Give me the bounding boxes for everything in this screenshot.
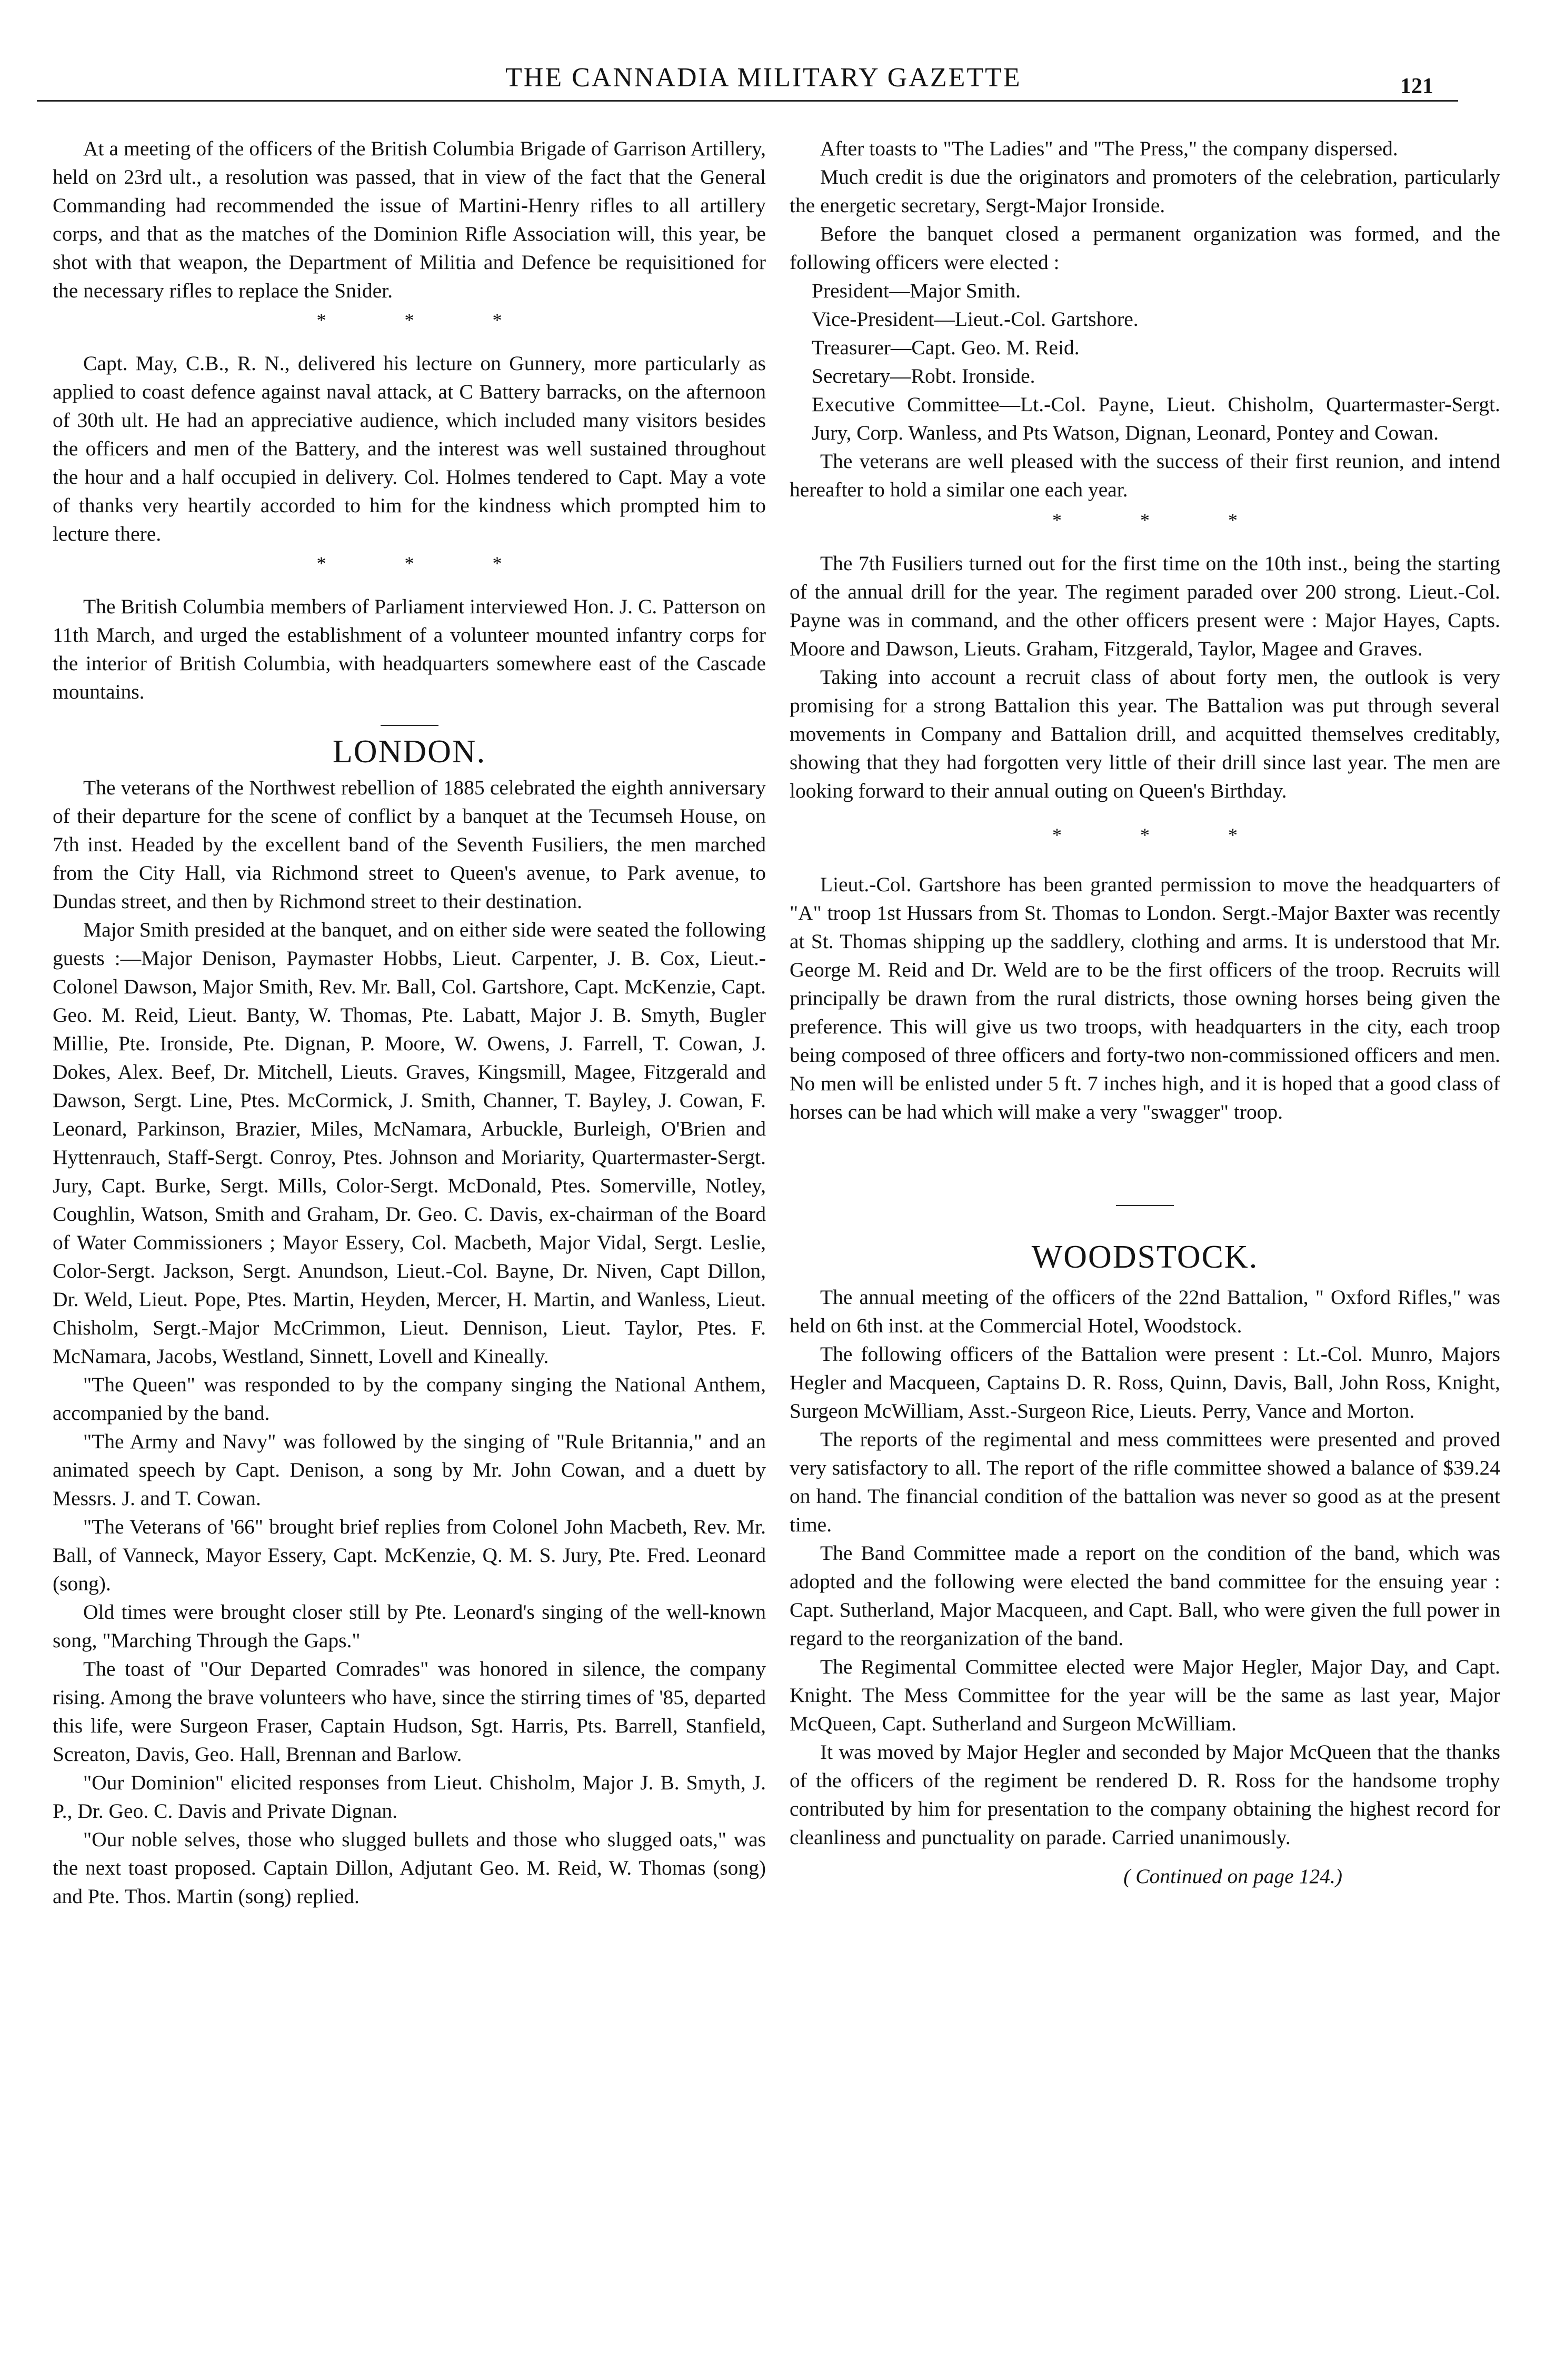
article-paragraph: The veterans of the Northwest rebellion of 1885 celebrated the eighth anniversary of their departure for the scene of conflict by a banquet at the Tecumseh House, on 7th inst. Headed by the excellent band of the Seventh Fusiliers, the men marched from the City Hall, via Richmond street to Queen's avenue, to Park avenue, to Dundas street, and then by Richmond street to their destination. [53, 776, 766, 913]
officer-list-item: Secretary—Robt. Ironside. [812, 364, 1035, 387]
right-column [790, 134, 1500, 1890]
section-heading-london: LONDON. [332, 734, 486, 770]
article-paragraph: The annual meeting of the officers of the 22nd Battalion, " Oxford Rifles," was held on 6th inst. at the Commercial Hotel, Woodstock. [790, 1286, 1500, 1337]
article-paragraph: "Our noble selves, those who slugged bullets and those who slugged oats," was the next toast proposed. Captain Dillon, Adjutant Geo. M. Reid, W. Thomas (song) and Pte. Thos. Martin (song) replied. [53, 1828, 766, 1908]
section-separator: * * * [316, 310, 539, 331]
continued-note: ( Continued on page 124.) [1123, 1865, 1342, 1888]
page-number: 121 [1400, 74, 1433, 98]
section-separator: * * * [1052, 824, 1274, 845]
article-paragraph: Before the banquet closed a permanent organization was formed, and the following officers were elected : [790, 222, 1500, 274]
article-paragraph: The Regimental Committee elected were Major Hegler, Major Day, and Capt. Knight. The Mess Committee for the year will be the same as last year, Major McQueen, Capt. Sutherland and Surgeon McWilliam. [790, 1655, 1500, 1735]
article-paragraph: It was moved by Major Hegler and seconded by Major McQueen that the thanks of the officers of the regiment be rendered D. R. Ross for the handsome trophy contributed by him for presentation to the company obtaining the highest record for cleanliness and punctuality on parade. Carried unanimously. [790, 1740, 1500, 1849]
article-paragraph: The following officers of the Battalion were present : Lt.-Col. Munro, Majors Hegler and Macqueen, Captains D. R. Ross, Quinn, Davis, Ball, John Ross, Knight, Surgeon McWilliam, Asst.-Surgeon Rice, Lieuts. Perry, Vance and Morton. [790, 1342, 1500, 1422]
article-paragraph: Major Smith presided at the banquet, and on either side were seated the following guests :—Major Denison, Paymaster Hobbs, Lieut. Carpenter, J. B. Cox, Lieut.-Colonel Dawson, Major Smith, Rev. Mr. Ball, Col. Gartshore, Capt. McKenzie, Capt. Geo. M. Reid, Lieut. Banty, W. Thomas, Pte. Labatt, Major J. B. Smyth, Bugler Millie, Pte. Ironside, Pte. Dignan, P. Moore, W. Owens, J. Farrell, T. Cowan, J. Dokes, Alex. Beef, Dr. Mitchell, Lieuts. Graves, Kingsmill, Magee, Fitzgerald and Dawson, Sergt. Line, Ptes. McCormick, J. Smith, Channer, T. Bayley, J. Cowan, F. Leonard, Parkinson, Brazier, Miles, McNamara, Arbuckle, Burleigh, O'Brien and Hyttenrauch, Staff-Sergt. Conroy, Ptes. Johnson and Moriarity, Quartermaster-Sergt. Jury, Capt. Burke, Sergt. Mills, Color-Sergt. McDonald, Ptes. Somerville, Notley, Coughlin, Watson, Smith and Graham, Dr. Geo. C. Davis, ex-chairman of the Board of Water Commissioners ; Mayor Essery, Col. Macbeth, Major Vidal, Sergt. Leslie, Color-Sergt. Jackson, Sergt. Anundson, Lieut.-Col. Bayne, Dr. Niven, Capt Dillon, Dr. Weld, Lieut. Pope, Ptes. Martin, Heyden, Mercer, H. Martin, and Wanless, Lieut. Chisholm, Sergt.-Major McCrimmon, Lieut. Dennison, Lieut. Taylor, Ptes. F. McNamara, Jacobs, Westland, Sinnett, Lovell and Kineally. [53, 918, 766, 1368]
article-paragraph: Old times were brought closer still by Pte. Leonard's singing of the well-known song, "Marching Through the Gaps." [53, 1600, 766, 1652]
article-paragraph: Capt. May, C.B., R. N., delivered his lecture on Gunnery, more particularly as applied to coast defence against naval attack, at C Battery barracks, on the afternoon of 30th ult. He had an appreciative audience, which included many visitors besides the officers and men of the Battery, and the interest was well sustained throughout the hour and a half occupied in delivery. Col. Holmes tendered to Capt. May a vote of thanks very heartily accorded to him for the kindness which prompted him to lecture there. [53, 352, 766, 545]
article-paragraph: "Our Dominion" elicited responses from Lieut. Chisholm, Major J. B. Smyth, J. P., Dr. Geo. C. Davis and Private Dignan. [53, 1771, 766, 1823]
article-paragraph: At a meeting of the officers of the British Columbia Brigade of Garrison Artillery, held on 23rd ult., a resolution was passed, that in view of the fact that the General Commanding had recommended the issue of Martini-Henry rifles to all artillery corps, and that as the matches of the Dominion Rifle Association will, this year, be shot with that weapon, the Department of Militia and Defence be requisitioned for the necessary rifles to replace the Snider. [53, 137, 766, 302]
article-paragraph: Much credit is due the originators and promoters of the celebration, particularly the energetic secretary, Sergt-Major Ironside. [790, 165, 1500, 217]
article-paragraph: The 7th Fusiliers turned out for the first time on the 10th inst., being the starting of the annual drill for the year. The regiment paraded over 200 strong. Lieut.-Col. Payne was in command, and the other officers present were : Major Hayes, Capts. Moore and Dawson, Lieuts. Graham, Fitzgerald, Taylor, Magee and Graves. [790, 552, 1500, 660]
article-paragraph: "The Army and Navy" was followed by the singing of "Rule Britannia," and an animated speech by Capt. Denison, a song by Mr. John Cowan, and a duett by Messrs. J. and T. Cowan. [53, 1430, 766, 1510]
header-rule [37, 100, 1458, 102]
article-paragraph: After toasts to "The Ladies" and "The Press," the company dispersed. [820, 137, 1398, 160]
left-column [53, 134, 766, 1910]
section-heading-woodstock: WOODSTOCK. [1031, 1239, 1259, 1275]
article-paragraph: The veterans are well pleased with the success of their first reunion, and intend hereafter to hold a similar one each year. [790, 450, 1500, 501]
article-paragraph: "The Queen" was responded to by the company singing the National Anthem, accompanied by the band. [53, 1373, 766, 1425]
officer-list-item: Vice-President—Lieut.-Col. Gartshore. [812, 307, 1139, 331]
masthead-title: THE CANNADIA MILITARY GAZETTE [505, 63, 1022, 93]
section-separator: * * * [1052, 510, 1274, 531]
article-paragraph: The Band Committee made a report on the condition of the band, which was adopted and the following were elected the band committee for the ensuing year : Capt. Sutherland, Major Macqueen, and Capt. Ball, who were given the full power in regard to the reorganization of the band. [790, 1541, 1500, 1650]
article-paragraph: The reports of the regimental and mess committees were presented and proved very satisfactory to all. The report of the rifle committee showed a balance of $39.24 on hand. The financial condition of the battalion was never so good as at the present time. [790, 1428, 1500, 1536]
section-divider [381, 725, 438, 726]
article-paragraph: Lieut.-Col. Gartshore has been granted permission to move the headquarters of "A" troop 1st Hussars from St. Thomas to London. Sergt.-Major Baxter was recently at St. Thomas shipping up the saddlery, clothing and arms. It is understood that Mr. George M. Reid and Dr. Weld are to be the first officers of the troop. Recruits will principally be drawn from the rural districts, those owning horses being given the preference. This will give us two troops, with headquarters in the city, each troop being composed of three officers and forty-two non-commissioned officers and men. No men will be enlisted under 5 ft. 7 inches high, and it is hoped that a good class of horses can be had which will make a very "swagger" troop. [790, 873, 1500, 1123]
page-header [0, 0, 1546, 105]
section-divider [1116, 1205, 1174, 1206]
section-separator: * * * [316, 553, 539, 574]
article-paragraph: The British Columbia members of Parliament interviewed Hon. J. C. Patterson on 11th March, and urged the establishment of a volunteer mounted infantry corps for the interior of British Columbia, with headquarters somewhere east of the Cascade mountains. [53, 595, 766, 703]
officer-list-item: President—Major Smith. [812, 279, 1021, 302]
article-paragraph: The toast of "Our Departed Comrades" was honored in silence, the company rising. Among the brave volunteers who have, since the stirring times of '85, departed this life, were Surgeon Fraser, Captain Hudson, Sgt. Harris, Pts. Barrell, Stanfield, Screaton, Davis, Geo. Hall, Brennan and Barlow. [53, 1657, 766, 1766]
article-paragraph: "The Veterans of '66" brought brief replies from Colonel John Macbeth, Rev. Mr. Ball, of Vanneck, Mayor Essery, Capt. McKenzie, Q. M. S. Jury, Pte. Fred. Leonard (song). [53, 1515, 766, 1595]
officer-list-item: Executive Committee—Lt.-Col. Payne, Lieut. Chisholm, Quartermaster-Sergt. Jury, Corp. Wanless, and Pts Watson, Dignan, Leonard, Pontey and Cowan. [812, 393, 1500, 444]
article-paragraph: Taking into account a recruit class of about forty men, the outlook is very promising for a strong Battalion this year. The Battalion was put through several movements in Company and Battalion drill, and acquitted themselves creditably, showing that they had forgotten very little of their drill since last year. The men are looking forward to their annual outing on Queen's Birthday. [790, 665, 1500, 802]
officer-list-item: Treasurer—Capt. Geo. M. Reid. [812, 336, 1080, 359]
